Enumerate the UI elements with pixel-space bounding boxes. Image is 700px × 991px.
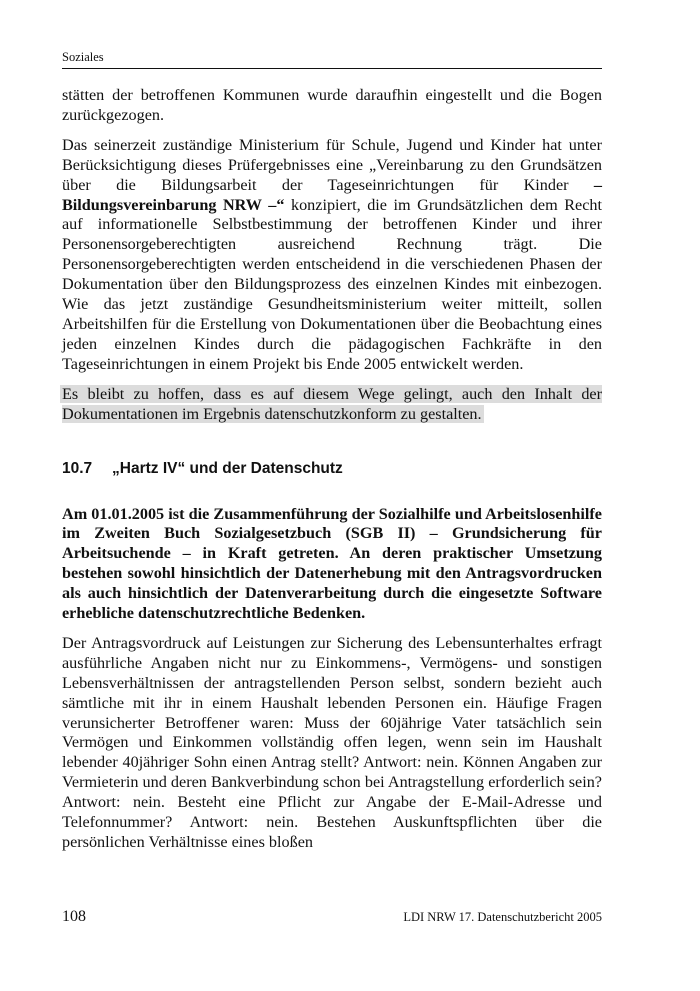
paragraph-continuation: stätten der betroffenen Kommunen wurde daraufhin eingestellt und die Bogen zurückgezogen.: [62, 86, 602, 124]
section-number: 10.7: [62, 459, 93, 477]
lead-paragraph: Am 01.01.2005 ist die Zusammenführung der Sozialhilfe und Arbeitslosenhilfe im Zweiten Buch Sozialgesetzbuch (SGB II) – Grundsicherung für Arbeitsuchende – in Kraft getreten. An deren praktischer Umsetzung bestehen sowohl hinsichtlich der Datenerhebung mit den Antragsvordrucken als auch hinsichtlich der Datenverarbeitung durch die eingesetzte Software erhebliche datenschutzrechtliche Bedenken.: [62, 504, 602, 623]
section-heading: [62, 459, 602, 479]
section-title: „Hartz IV“ und der Datenschutz: [112, 459, 343, 477]
page-number: 108: [62, 908, 86, 925]
bold-term: – Bildungsvereinbarung NRW –“: [62, 175, 602, 214]
paragraph-text-start: Das seinerzeit zuständige Ministerium für Schule, Jugend und Kinder hat unter Berücksichtigung dieses Prüfergebnisses eine „Vereinbarung zu den Grundsätzen über die Bildungsarbeit der Tageseinrichtungen für Kinder: [62, 135, 602, 194]
highlighted-text: Es bleibt zu hoffen, dass es auf diesem Wege gelingt, auch den Inhalt der Dokumentationen im Ergebnis datenschutzkonform zu gestalten.: [62, 384, 602, 423]
paragraph-text-end: konzipiert, die im Grundsätzlichen dem Recht auf informationelle Selbstbestimmung der betroffenen Kinder und ihrer Personensorgeberechtigten ausreichend Rechnung trägt. Die Personensorgeberechtigten werden entscheidend in die verschiedenen Phasen der Dokumentation über den Bildungsprozess des einzelnen Kindes mit einbezogen. Wie das jetzt zuständige Gesundheitsministerium weiter mitteilt, sollen Arbeitshilfen für die Erstellung von Dokumentationen über die Beobachtung eines jeden einzelnen Kindes durch die pädagogischen Fachkräfte in den Tageseinrichtungen in einem Projekt bis Ende 2005 entwickelt werden.: [62, 195, 603, 373]
paragraph-antragsvordruck: Der Antragsvordruck auf Leistungen zur Sicherung des Lebensunterhaltes erfragt ausführliche Angaben nicht nur zu Einkommens-, Vermögens- und sonstigen Lebensverhältnissen der antragstellenden Person selbst, sondern bezieht auch sämtliche mit ihr in einem Haushalt lebenden Personen ein. Häufige Fragen verunsicherter Betroffener waren: Muss der 60jährige Vater tatsächlich sein Vermögen und Einkommen vollständig offen legen, wenn sein im Haushalt lebender 40jähriger Sohn einen Antrag stellt? Antwort: nein. Können Angaben zur Vermieterin und deren Bankverbindung schon bei Antragstellung erforderlich sein? Antwort: nein. Besteht eine Pflicht zur Angabe der E-Mail-Adresse und Telefonnummer? Antwort: nein. Bestehen Auskunftspflichten über die persönlichen Verhältnisse eines bloßen: [62, 633, 602, 851]
paragraph-bildungsvereinbarung: [62, 136, 602, 375]
running-header: Soziales: [62, 50, 104, 64]
highlighted-conclusion: [62, 385, 602, 425]
header-rule: [62, 68, 602, 69]
publication-footer: LDI NRW 17. Datenschutzbericht 2005: [403, 910, 602, 924]
page-body: [62, 86, 602, 853]
